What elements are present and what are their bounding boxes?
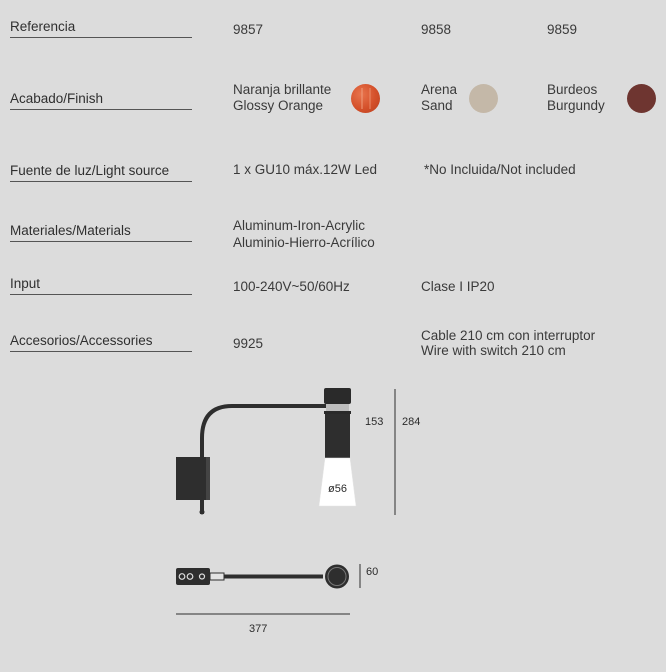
- finish-orange-en: Glossy Orange: [233, 98, 324, 113]
- dim-diameter: ø56: [328, 483, 347, 495]
- lamp-cap: [324, 388, 351, 404]
- cable-es: Cable 210 cm con interruptor: [421, 328, 596, 343]
- label-input: Input: [10, 276, 192, 295]
- finish-burgundy-es: Burdeos: [547, 82, 598, 97]
- label-acabado: Acabado/Finish: [10, 91, 192, 110]
- reference-9858: 9858: [421, 22, 452, 37]
- label-referencia: Referencia: [10, 19, 192, 38]
- dim-total-height: 284: [402, 416, 421, 428]
- label-fuente: Fuente de luz/Light source: [10, 163, 192, 182]
- light-source-note: *No Incluida/Not included: [424, 162, 576, 177]
- dim-width: 377: [249, 623, 268, 635]
- top-view: [176, 564, 360, 614]
- materials-en: Aluminum-Iron-Acrylic: [233, 218, 366, 233]
- dim-head-height: 153: [365, 416, 384, 428]
- materials-es: Aluminio-Hierro-Acrílico: [233, 235, 375, 250]
- reference-9857: 9857: [233, 22, 264, 37]
- light-source-value: 1 x GU10 máx.12W Led: [233, 162, 378, 177]
- finish-sand-en: Sand: [421, 98, 453, 113]
- reference-9859: 9859: [547, 22, 578, 37]
- accessories-value: 9925: [233, 336, 264, 351]
- finish-sand-es: Arena: [421, 82, 458, 97]
- label-materiales: Materiales/Materials: [10, 223, 192, 242]
- side-view: [176, 388, 395, 515]
- input-value: 100-240V~50/60Hz: [233, 279, 350, 294]
- finish-orange-es: Naranja brillante: [233, 82, 332, 97]
- lamp-arm: [202, 406, 328, 514]
- cable-en: Wire with switch 210 cm: [421, 343, 566, 358]
- input-class: Clase I IP20: [421, 279, 495, 294]
- label-accesorios: Accesorios/Accessories: [10, 333, 192, 352]
- lamp-head-top: [325, 565, 349, 589]
- lamp-body: [325, 414, 350, 458]
- wall-plate: [176, 457, 210, 500]
- lamp-shade: [319, 458, 356, 506]
- finish-burgundy-en: Burgundy: [547, 98, 605, 113]
- dim-depth: 60: [366, 566, 379, 578]
